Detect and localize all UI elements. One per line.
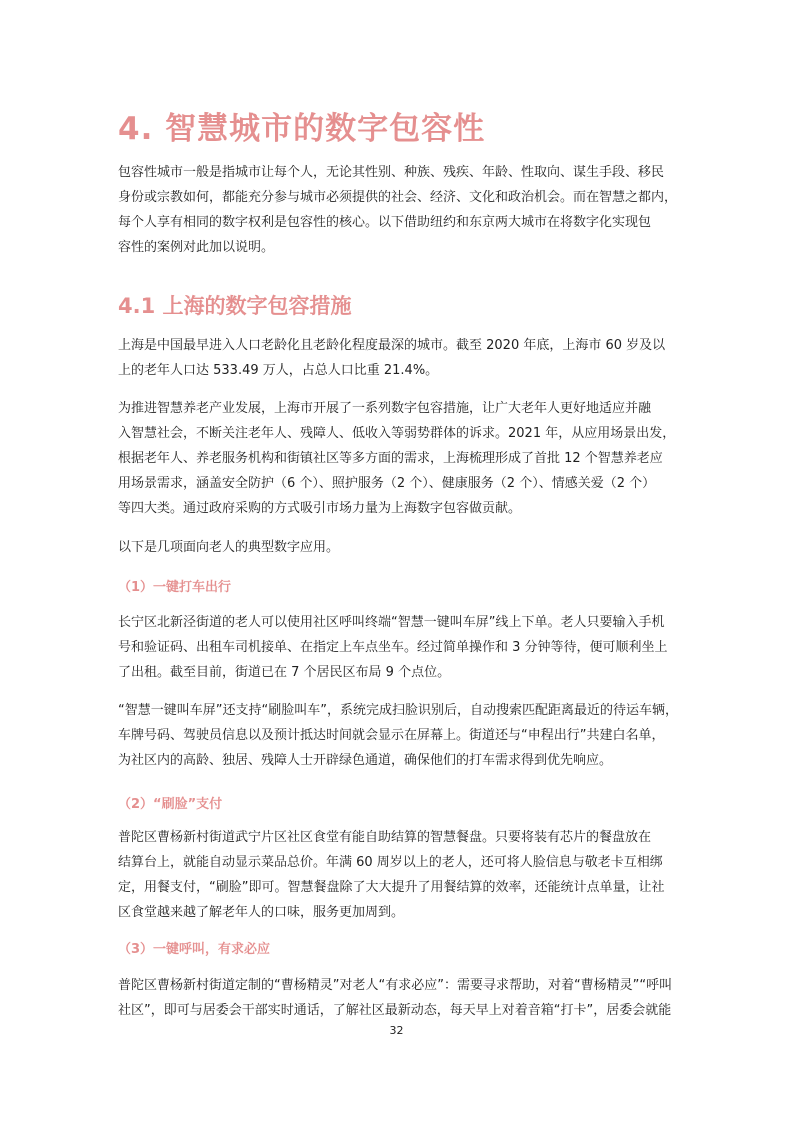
paragraph-taxi-1 [118,610,678,685]
text-line: 每个人享有相同的数字权利是包容性的核心。以下借助纽约和东京两大城市在将数字化实现包 [118,215,652,230]
text-line: 身份或宗教如何，都能充分参与城市必须提供的社会、经济、文化和政治机会。而在智慧之都内， [118,190,678,205]
paragraph-face-payment [118,825,678,925]
text-line: 了出租。截至目前，街道已在 7 个居民区布局 9 个点位。 [118,665,451,680]
section-heading: 4.1 上海的数字包容措施 [118,294,352,318]
text-line: 为推进智慧养老产业发展，上海市开展了一系列数字包容措施，让广大老年人更好地适应并融 [118,401,652,416]
subheading-face-payment: （2）“刷脸”支付 [118,797,223,812]
paragraph-one-click-call [118,973,678,1023]
text-line: “智慧一键叫车屏”还支持“刷脸叫车”，系统完成扫脸识别后，自动搜索匹配距离最近的待运车辆， [118,703,678,718]
text-line: 长宁区北新泾街道的老人可以使用社区呼叫终端“智慧一键叫车屏”线上下单。老人只要输入手机 [118,615,665,630]
paragraph-aging-population [118,333,678,383]
text-line: 根据老年人、养老服务机构和街镇社区等多方面的需求，上海梳理形成了首批 12 个智慧养老应 [118,451,663,466]
text-line: 为社区内的高龄、独居、残障人士开辟绿色通道，确保他们的打车需求得到优先响应。 [118,753,613,768]
text-line: 上海是中国最早进入人口老龄化且老龄化程度最深的城市。截至 2020 年底，上海市 60 岁及以 [118,338,666,353]
text-line: 以下是几项面向老人的典型数字应用。 [118,540,340,555]
intro-paragraph [118,160,678,260]
text-line: 用场景需求，涵盖安全防护（6 个）、照护服务（2 个）、健康服务（2 个）、情感关爱（2 个） [118,476,656,491]
paragraph-digital-inclusion-measures [118,396,678,521]
text-line: 容性的案例对此加以说明。 [118,240,275,255]
text-line: 包容性城市一般是指城市让每个人，无论其性别、种族、残疾、年龄、性取向、谋生手段、移民 [118,165,665,180]
page-number: 32 [389,1024,404,1037]
text-line: 等四大类。通过政府采购的方式吸引市场力量为上海数字包容做贡献。 [118,501,522,516]
text-line: 上的老年人口达 533.49 万人，占总人口比重 21.4%。 [118,363,439,378]
text-line: 普陀区曹杨新村街道定制的“曹杨精灵”对老人“有求必应”：需要寻求帮助，对着“曹杨精灵”“呼叫 [118,978,673,993]
text-line: 社区”，即可与居委会干部实时通话，了解社区最新动态，每天早上对着音箱“打卡”，居委会就能 [118,1003,672,1018]
subheading-one-click-call: （3）一键呼叫，有求必应 [118,942,271,957]
subheading-taxi: （1）一键打车出行 [118,580,232,595]
text-line: 定，用餐支付，“刷脸”即可。智慧餐盘除了大大提升了用餐结算的效率，还能统计点单量，让社 [118,880,665,895]
text-line: 车牌号码、驾驶员信息以及预计抵达时间就会显示在屏幕上。街道还与“申程出行”共建白名单， [118,728,665,743]
text-line: 号和验证码、出租车司机接单、在指定上车点坐车。经过简单操作和 3 分钟等待，便可顺利坐上 [118,640,668,655]
paragraph-taxi-2 [118,698,678,773]
text-line: 区食堂越来越了解老年人的口味，服务更加周到。 [118,905,405,920]
chapter-title: 4. 智慧城市的数字包容性 [118,111,486,147]
text-line: 结算台上，就能自动显示菜品总价。年满 60 周岁以上的老人，还可将人脸信息与敬老卡互相绑 [118,855,663,870]
text-line: 普陀区曹杨新村街道武宁片区社区食堂有能自助结算的智慧餐盘。只要将装有芯片的餐盘放在 [118,830,652,845]
paragraph-apps-intro [118,535,678,560]
text-line: 入智慧社会，不断关注老年人、残障人、低收入等弱势群体的诉求。2021 年，从应用场景出发， [118,426,676,441]
